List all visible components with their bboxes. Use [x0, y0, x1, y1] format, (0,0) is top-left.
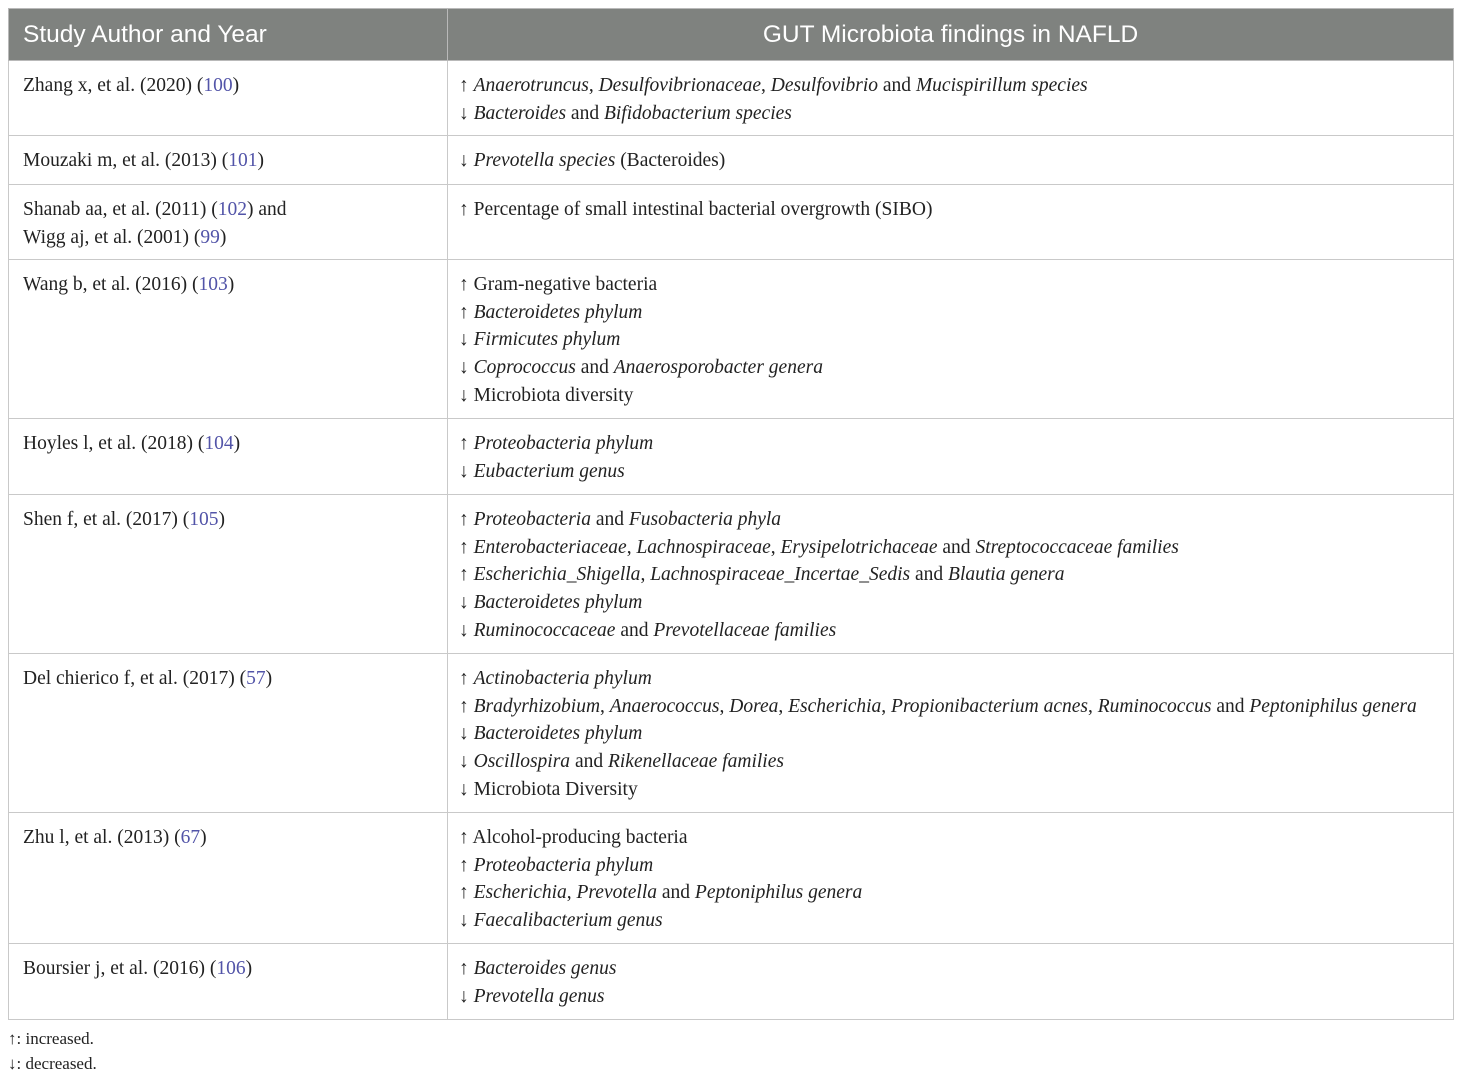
finding-line [459, 561, 1441, 589]
taxon-name: Coprococcus [473, 357, 576, 379]
taxon-name: Desulfovibrio [770, 75, 879, 96]
study-cell [9, 944, 448, 1020]
taxon-name: Bifidobacterium species [603, 102, 792, 124]
text-segment: and [657, 882, 695, 904]
text-segment: , [588, 75, 599, 96]
table-row [9, 495, 1454, 654]
study-line [23, 72, 435, 100]
taxon-name: Proteobacteria [473, 509, 591, 530]
text-segment: , [566, 882, 577, 904]
text-segment: ) [219, 226, 227, 248]
text-segment: and [615, 619, 654, 641]
reference-link[interactable]: 105 [189, 509, 219, 530]
taxon-name: Blautia genera [948, 564, 1065, 586]
taxon-name: Anaerotruncus [473, 75, 589, 96]
table-container [8, 8, 1453, 1020]
text-segment: ↑ [459, 433, 474, 454]
text-segment: ) [257, 150, 264, 171]
finding-line [459, 326, 1441, 354]
text-segment: (Bacteroides) [615, 150, 726, 171]
taxon-name: Bacteroides genus [473, 958, 617, 979]
text-segment: , [626, 536, 637, 558]
finding-line [459, 955, 1441, 983]
reference-link[interactable]: 99 [200, 226, 220, 248]
study-line [23, 955, 435, 983]
header-findings: GUT Microbiota findings in NAFLD [448, 9, 1454, 61]
finding-line [459, 589, 1441, 617]
study-line [23, 665, 435, 693]
finding-line [459, 354, 1441, 382]
finding-line [459, 824, 1441, 852]
taxon-name: Erysipelotrichaceae [780, 536, 938, 558]
taxon-name: Escherichia_Shigella [473, 564, 641, 586]
taxon-name: Prevotellaceae families [653, 619, 837, 641]
taxon-name: Prevotella [576, 882, 658, 904]
text-segment: ↓ Microbiota diversity [459, 384, 634, 406]
microbiota-table [8, 8, 1454, 1020]
text-segment: Boursier j, et al. (2016) ( [23, 958, 217, 979]
taxon-name: Bradyrhizobium [473, 695, 601, 717]
taxon-name: Peptoniphilus genera [694, 882, 863, 904]
finding-line [459, 382, 1441, 410]
header-row [9, 9, 1454, 61]
finding-line [459, 720, 1441, 748]
text-segment: ↑ [459, 301, 474, 323]
finding-line [459, 776, 1441, 804]
study-line [23, 147, 435, 175]
study-line [23, 506, 435, 534]
taxon-name: Escherichia [788, 695, 882, 717]
text-segment: and [910, 564, 949, 586]
text-segment: ↓ [459, 619, 474, 641]
text-segment: ↑ [459, 695, 474, 717]
text-segment: ) [265, 668, 273, 689]
taxon-name: Prevotella species [473, 150, 616, 171]
text-segment: ↓ [459, 985, 474, 1007]
study-line [23, 196, 435, 224]
text-segment: Zhu l, et al. (2013) ( [23, 827, 181, 848]
findings-cell [448, 185, 1454, 260]
table-body [9, 61, 1454, 1020]
text-segment: ) [245, 958, 253, 979]
text-segment: , [719, 695, 730, 717]
finding-line [459, 748, 1441, 776]
finding-line [459, 506, 1441, 534]
finding-line [459, 271, 1441, 299]
taxon-name: Propionibacterium acnes [891, 695, 1088, 717]
finding-line [459, 534, 1441, 562]
text-segment: Hoyles l, et al. (2018) ( [23, 433, 205, 454]
taxon-name: Bacteroides [473, 102, 567, 124]
reference-link[interactable]: 100 [203, 75, 233, 96]
text-segment: ↑ Alcohol-producing bacteria [459, 827, 688, 848]
header-study: Study Author and Year [9, 9, 448, 61]
text-segment: , [600, 695, 610, 717]
text-segment: ↓ [459, 751, 474, 773]
findings-cell [448, 944, 1454, 1020]
text-segment: and [937, 536, 976, 558]
text-segment: ↑ [459, 75, 474, 96]
taxon-name: Proteobacteria phylum [473, 854, 654, 876]
study-cell [9, 419, 448, 495]
text-segment: and [566, 102, 604, 124]
text-segment: ↓ [459, 460, 474, 482]
text-segment: ↑ [459, 882, 474, 904]
reference-link[interactable]: 67 [180, 827, 201, 848]
text-segment: and [575, 357, 614, 379]
reference-link[interactable]: 106 [216, 958, 246, 979]
taxon-name: Rikenellaceae families [607, 751, 784, 773]
reference-link[interactable]: 101 [228, 150, 258, 171]
text-segment: Mouzaki m, et al. (2013) ( [23, 150, 229, 171]
taxon-name: Eubacterium genus [473, 460, 625, 482]
study-cell [9, 61, 448, 136]
taxon-name: Bacteroidetes phylum [473, 301, 643, 323]
finding-line [459, 196, 1441, 224]
finding-line [459, 693, 1441, 721]
text-segment: , [881, 695, 892, 717]
table-row [9, 61, 1454, 136]
reference-link[interactable]: 102 [217, 199, 247, 220]
text-segment: ↓ [459, 723, 474, 745]
taxon-name: Faecalibacterium genus [473, 910, 663, 932]
study-line [23, 824, 435, 852]
taxon-name: Ruminococcus [1097, 695, 1212, 717]
taxon-name: Enterobacteriaceae [473, 536, 627, 558]
text-segment: Zhang x, et al. (2020) ( [23, 75, 204, 96]
text-segment: ) [232, 75, 240, 96]
study-cell [9, 813, 448, 944]
text-segment: ↑ [459, 958, 474, 979]
taxon-name: Streptococcaceae families [975, 536, 1179, 558]
study-cell [9, 136, 448, 185]
text-segment: ) [227, 274, 235, 295]
text-segment: Del chierico f, et al. (2017) ( [23, 668, 247, 689]
text-segment: and [1211, 695, 1250, 717]
text-segment: ↑ [459, 564, 474, 586]
text-segment: ↓ Microbiota Diversity [459, 778, 638, 800]
study-cell [9, 495, 448, 654]
text-segment: Wang b, et al. (2016) ( [23, 274, 199, 295]
findings-cell [448, 136, 1454, 185]
finding-line [459, 983, 1441, 1011]
text-segment: ↓ [459, 102, 474, 124]
finding-line [459, 100, 1441, 128]
text-segment: , [640, 564, 651, 586]
findings-cell [448, 813, 1454, 944]
taxon-name: Escherichia [473, 882, 567, 904]
taxon-name: Lachnospiraceae_Incertae_Sedis [650, 564, 911, 586]
taxon-name: Proteobacteria phylum [473, 433, 654, 454]
text-segment: ↑ Percentage of small intestinal bacterial overgrowth (SIBO) [459, 199, 933, 220]
taxon-name: Ruminococcaceae [473, 619, 616, 641]
text-segment: , [761, 75, 771, 96]
taxon-name: Actinobacteria phylum [473, 668, 652, 689]
text-segment: Wigg aj, et al. (2001) ( [23, 226, 201, 248]
findings-cell [448, 260, 1454, 419]
text-segment: , [1087, 695, 1098, 717]
taxon-name: Anaerosporobacter genera [613, 357, 823, 379]
text-segment: ↓ [459, 150, 474, 171]
study-line [23, 430, 435, 458]
findings-cell [448, 495, 1454, 654]
text-segment: ) [218, 509, 225, 530]
taxon-name: Bacteroidetes phylum [473, 592, 643, 614]
table-row [9, 260, 1454, 419]
reference-link[interactable]: 57 [246, 668, 266, 689]
text-segment: , [770, 536, 781, 558]
table-row [9, 654, 1454, 813]
text-segment: ) and [247, 199, 287, 220]
findings-cell [448, 61, 1454, 136]
finding-line [459, 430, 1441, 458]
table-footnotes [8, 1026, 97, 1076]
finding-line [459, 665, 1441, 693]
finding-line [459, 907, 1441, 935]
taxon-name: Lachnospiraceae [636, 536, 771, 558]
table-row [9, 136, 1454, 185]
table-row [9, 813, 1454, 944]
text-segment: ↑ [459, 536, 474, 558]
text-segment: Shanab aa, et al. (2011) ( [23, 199, 218, 220]
taxon-name: Prevotella genus [473, 985, 605, 1007]
taxon-name: Bacteroidetes phylum [473, 723, 643, 745]
study-cell [9, 185, 448, 260]
finding-line [459, 299, 1441, 327]
text-segment: ↓ [459, 357, 474, 379]
study-line [23, 224, 435, 252]
text-segment: ↑ [459, 509, 474, 530]
text-segment: ↑ Gram-negative bacteria [459, 274, 658, 295]
table-row [9, 944, 1454, 1020]
finding-line [459, 852, 1441, 880]
table-row [9, 419, 1454, 495]
findings-cell [448, 654, 1454, 813]
text-segment: ↑ [459, 854, 474, 876]
reference-link[interactable]: 104 [204, 433, 234, 454]
footnote-decreased: ↓: decreased. [8, 1054, 97, 1073]
text-segment: and [878, 75, 916, 96]
finding-line [459, 617, 1441, 645]
text-segment: ↑ [459, 668, 474, 689]
findings-cell [448, 419, 1454, 495]
taxon-name: Fusobacteria phyla [628, 509, 782, 530]
reference-link[interactable]: 103 [198, 274, 228, 295]
text-segment: and [590, 509, 629, 530]
footnote-increased: ↑: increased. [8, 1029, 94, 1048]
study-cell [9, 654, 448, 813]
text-segment: Shen f, et al. (2017) ( [23, 509, 190, 530]
taxon-name: Dorea [729, 695, 779, 717]
finding-line [459, 458, 1441, 486]
table-row [9, 185, 1454, 260]
text-segment: ↓ [459, 329, 474, 351]
finding-line [459, 147, 1441, 175]
text-segment: ↓ [459, 910, 474, 932]
text-segment: ) [233, 433, 241, 454]
text-segment: ) [200, 827, 207, 848]
text-segment: and [570, 751, 608, 773]
taxon-name: Desulfovibrionaceae [598, 75, 762, 96]
taxon-name: Peptoniphilus genera [1249, 695, 1417, 717]
finding-line [459, 879, 1441, 907]
taxon-name: Mucispirillum species [915, 75, 1088, 96]
finding-line [459, 72, 1441, 100]
text-segment: ↓ [459, 592, 474, 614]
taxon-name: Oscillospira [473, 751, 571, 773]
text-segment: , [778, 695, 789, 717]
study-line [23, 271, 435, 299]
study-cell [9, 260, 448, 419]
taxon-name: Firmicutes phylum [473, 329, 621, 351]
taxon-name: Anaerococcus [609, 695, 720, 717]
